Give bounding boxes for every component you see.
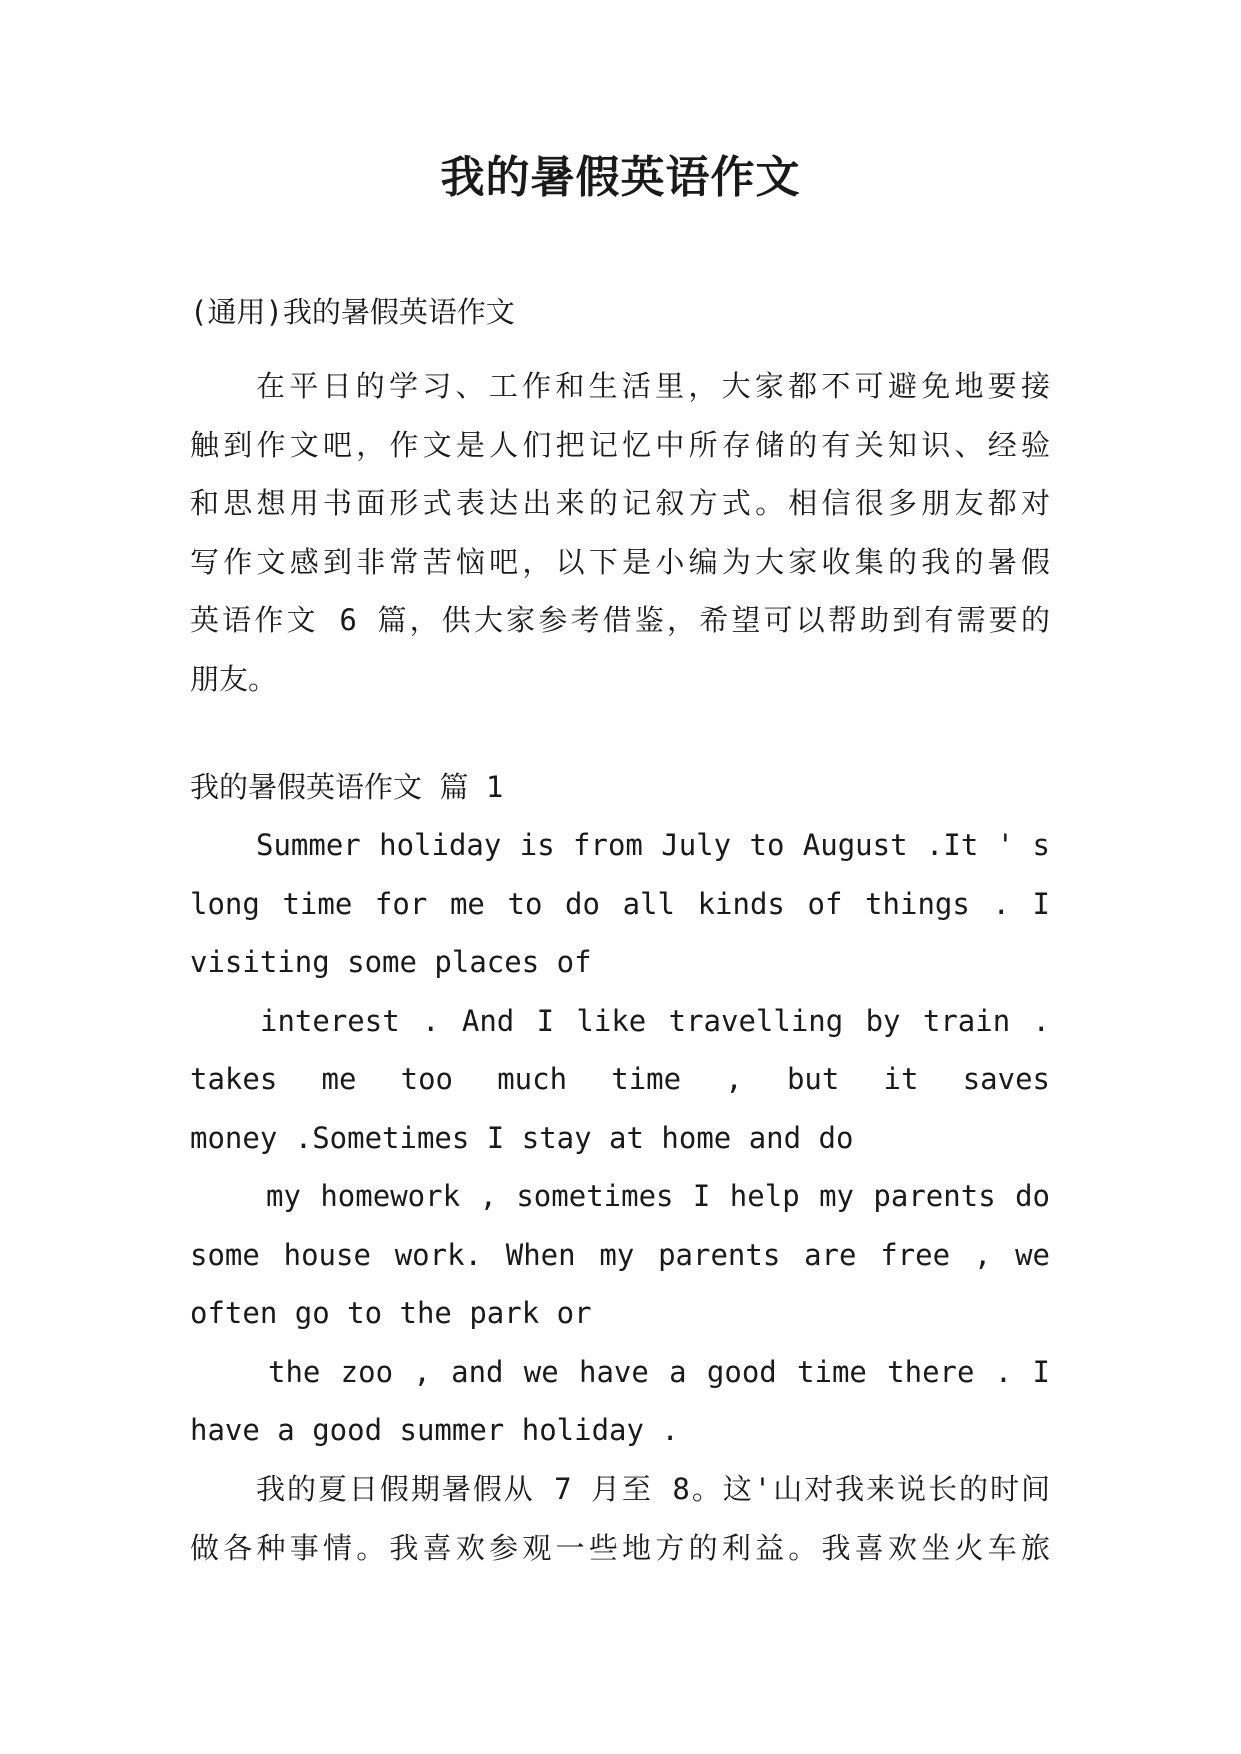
document-subtitle: (通用)我的暑假英语作文	[190, 295, 515, 329]
english-line: often go to the park or	[190, 1296, 592, 1330]
english-line: takes me too much time , but it saves	[190, 1062, 1050, 1096]
translation-line: 我的夏日假期暑假从 7 月至 8。这'山对我来说长的时间	[256, 1472, 1050, 1506]
section-heading-block	[190, 758, 1050, 817]
intro-line: 触到作文吧，作文是人们把记忆中所存储的有关知识、经验	[190, 427, 1050, 462]
intro-line: 和思想用书面形式表达出来的记叙方式。相信很多朋友都对	[190, 486, 1050, 520]
document-title: 我的暑假英语作文	[440, 152, 801, 203]
english-line: some house work. When my parents are free , we	[190, 1237, 1050, 1272]
intro-line: 写作文感到非常苦恼吧，以下是小编为大家收集的我的暑假	[190, 544, 1050, 579]
intro-line: 朋友。	[190, 661, 278, 696]
translation-paragraph	[190, 1460, 1050, 1577]
english-paragraph	[190, 816, 1050, 1460]
english-line: money .Sometimes I stay at home and do	[190, 1120, 854, 1155]
english-line: Summer holiday is from July to August .It ' s	[256, 828, 1050, 862]
intro-line: 英语作文 6 篇，供大家参考借鉴，希望可以帮助到有需要的	[190, 603, 1050, 637]
translation-line: 做各种事情。我喜欢参观一些地方的利益。我喜欢坐火车旅	[190, 1530, 1050, 1565]
intro-paragraph	[190, 357, 1050, 708]
english-line: the zoo , and we have a good time there . I	[268, 1354, 1050, 1389]
english-line: interest . And I like travelling by train .	[260, 1003, 1050, 1038]
english-line: my homework , sometimes I help my parents do	[266, 1179, 1050, 1213]
intro-line: 在平日的学习、工作和生活里，大家都不可避免地要接	[256, 369, 1050, 403]
english-line: long time for me to do all kinds of things . I	[190, 886, 1050, 921]
section-heading: 我的暑假英语作文 篇 1	[190, 770, 504, 804]
english-line: visiting some places of	[190, 945, 592, 979]
english-line: have a good summer holiday .	[190, 1413, 679, 1447]
